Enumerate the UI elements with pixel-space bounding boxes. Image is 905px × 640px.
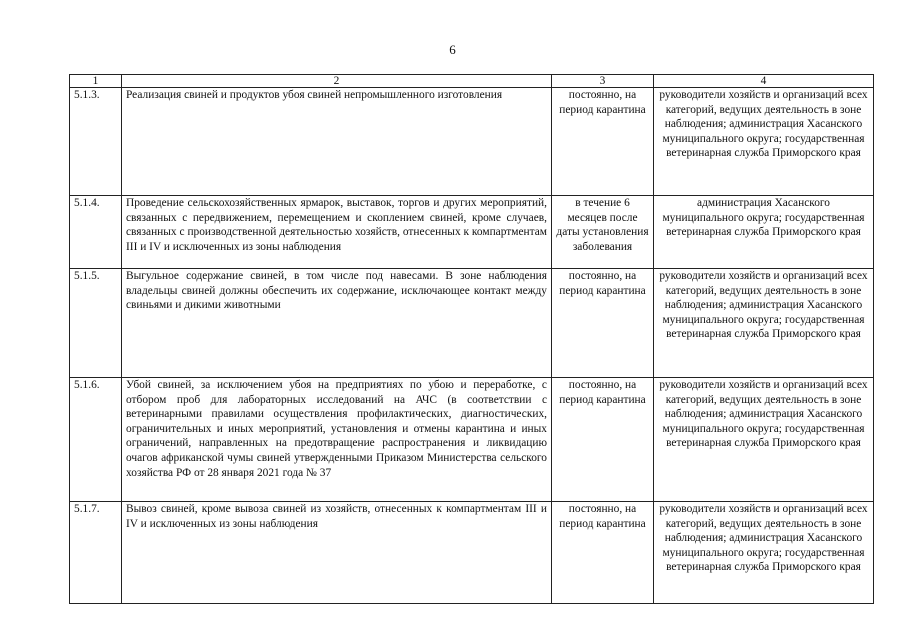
header-cell-3: 3	[552, 75, 654, 88]
item-number: 5.1.7.	[70, 502, 122, 604]
measure-term: постоянно, на период карантина	[552, 269, 654, 378]
responsible-parties: руководители хозяйств и организаций всех категорий, ведущих деятельность в зоне наблюдения; администрация Хасанского муниципального округа; государственная ветеринарная служба Приморского края	[654, 502, 874, 604]
measure-description: Проведение сельскохозяйственных ярмарок, выставок, торгов и других мероприятий, связанных с передвижением, перемещением и скоплением свиней, кроме случаев, связанных с производственной деятельностью хозяйств, отнесенных к компартментам III и IV и исключенных из зоны наблюдения	[122, 196, 552, 269]
item-number: 5.1.5.	[70, 269, 122, 378]
item-number: 5.1.6.	[70, 378, 122, 502]
measure-description: Убой свиней, за исключением убоя на предприятиях по убою и переработке, с отбором проб для лабораторных исследований на АЧС (в соответствии с ветеринарными правилами осуществления профилактических, диагностических, ограничительных и иных мероприятий, установления и отмены карантина и иных ограничений, направленных на предотвращение распространения и ликвидацию очагов африканской чумы свиней утвержденными Приказом Министерства сельского хозяйства РФ от 28 января 2021 года № 37	[122, 378, 552, 502]
measure-description: Вывоз свиней, кроме вывоза свиней из хозяйств, отнесенных к компартментам III и IV и исключенных из зоны наблюдения	[122, 502, 552, 604]
header-cell-2: 2	[122, 75, 552, 88]
table-row	[70, 269, 874, 378]
page-number: 6	[449, 42, 456, 57]
measures-table	[69, 74, 874, 604]
table-row	[70, 88, 874, 196]
item-number: 5.1.3.	[70, 88, 122, 196]
responsible-parties: руководители хозяйств и организаций всех категорий, ведущих деятельность в зоне наблюдения; администрация Хасанского муниципального округа; государственная ветеринарная служба Приморского края	[654, 88, 874, 196]
item-number: 5.1.4.	[70, 196, 122, 269]
measure-term: постоянно, на период карантина	[552, 378, 654, 502]
measure-description: Выгульное содержание свиней, в том числе под навесами. В зоне наблюдения владельцы свиней должны обеспечить их содержание, исключающее контакт между свиньями и дикими животными	[122, 269, 552, 378]
table-row	[70, 502, 874, 604]
responsible-parties: руководители хозяйств и организаций всех категорий, ведущих деятельность в зоне наблюдения; администрация Хасанского муниципального округа; государственная ветеринарная служба Приморского края	[654, 378, 874, 502]
measure-term: постоянно, на период карантина	[552, 88, 654, 196]
responsible-parties: администрация Хасанского муниципального округа; государственная ветеринарная служба Приморского края	[654, 196, 874, 269]
responsible-parties: руководители хозяйств и организаций всех категорий, ведущих деятельность в зоне наблюдения; администрация Хасанского муниципального округа; государственная ветеринарная служба Приморского края	[654, 269, 874, 378]
measure-term: в течение 6 месяцев после даты установления заболевания	[552, 196, 654, 269]
header-cell-4: 4	[654, 75, 874, 88]
measure-description: Реализация свиней и продуктов убоя свиней непромышленного изготовления	[122, 88, 552, 196]
header-cell-1: 1	[70, 75, 122, 88]
measure-term: постоянно, на период карантина	[552, 502, 654, 604]
header-row	[70, 75, 874, 88]
table-row	[70, 196, 874, 269]
table-row	[70, 378, 874, 502]
